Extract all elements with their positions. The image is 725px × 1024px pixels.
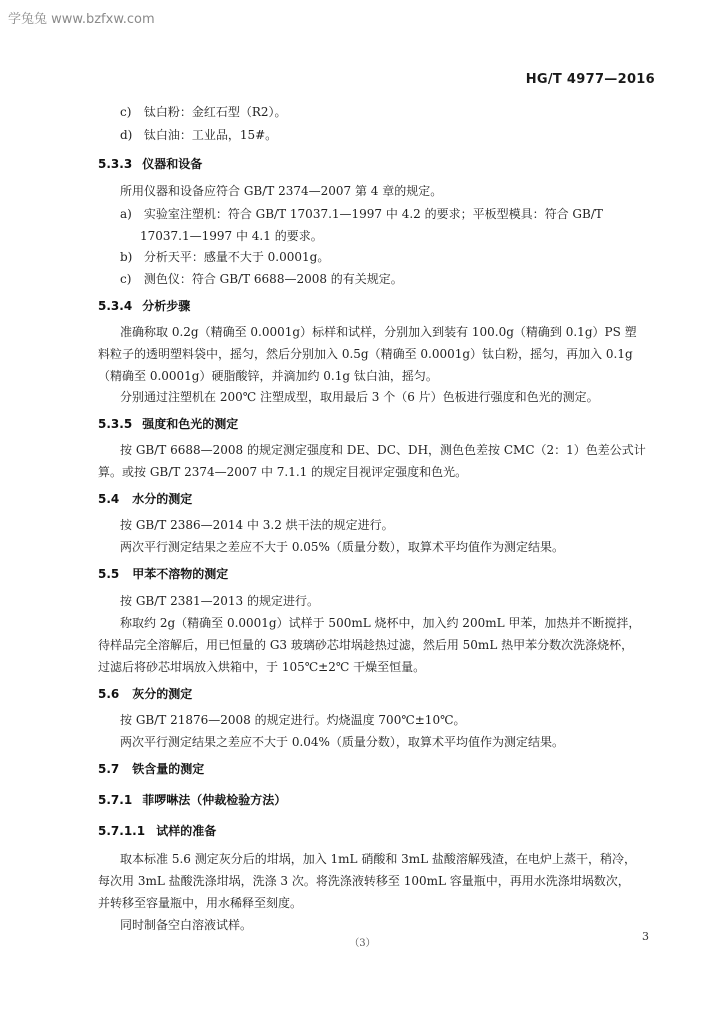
paragraph-line: 同时制备空白溶液试样。 <box>120 918 253 932</box>
section-title: 水分的测定 <box>132 492 193 506</box>
section-heading-5-7-1 <box>98 791 286 808</box>
list-item <box>120 270 403 287</box>
section-number: 5.4 <box>98 492 120 506</box>
section-heading-5-5 <box>98 565 228 582</box>
paragraph-line: 两次平行测定结果之差应不大于 0.04%（质量分数），取算术平均值作为测定结果。 <box>120 735 564 749</box>
paragraph-line: 两次平行测定结果之差应不大于 0.05%（质量分数），取算术平均值作为测定结果。 <box>120 540 564 554</box>
section-title: 铁含量的测定 <box>132 762 205 776</box>
section-number: 5.5 <box>98 567 120 581</box>
watermark: 学兔兔 www.bzfxw.com <box>8 12 155 27</box>
section-number: 5.7.1.1 <box>98 824 146 838</box>
section-title: 仪器和设备 <box>142 157 203 171</box>
paragraph-line: 按 GB/T 2381—2013 的规定进行。 <box>120 594 319 608</box>
paragraph-line: 按 GB/T 21876—2008 的规定进行。灼烧温度 700℃±10℃。 <box>120 713 466 727</box>
paragraph-line: 按 GB/T 6688—2008 的规定测定强度和 DE、DC、DH，测色色差按 CMC（2：1）色差公式计 <box>120 443 646 457</box>
item-label: b) <box>120 250 133 264</box>
section-heading-5-3-5 <box>98 415 238 432</box>
item-continuation: 17037.1—1997 中 4.1 的要求。 <box>140 229 323 243</box>
list-item <box>120 126 277 143</box>
item-text: 钛白粉：金红石型（R2）。 <box>143 105 287 119</box>
paragraph-line: 按 GB/T 2386—2014 中 3.2 烘干法的规定进行。 <box>120 518 394 532</box>
item-label: a) <box>120 207 132 221</box>
section-heading-5-7 <box>98 760 204 777</box>
paragraph-line: 每次用 3mL 盐酸洗涤坩埚，洗涤 3 次。将洗涤液转移至 100mL 容量瓶中，再用水洗涤坩埚数次， <box>98 874 630 888</box>
section-number: 5.7.1 <box>98 793 133 807</box>
section-heading-5-4 <box>98 490 192 507</box>
paragraph-line: 过滤后将砂芯坩埚放入烘箱中，于 105℃±2℃ 干燥至恒量。 <box>98 660 426 674</box>
item-text: 钛白油：工业品，15#。 <box>143 128 278 142</box>
paragraph-line: 待样品完全溶解后，用已恒量的 G3 玻璃砂芯坩埚趁热过滤，然后用 50mL 热甲苯分数次洗涤烧杯， <box>98 638 634 652</box>
section-title: 菲啰啉法（仲裁检验方法） <box>142 793 287 807</box>
section-number: 5.3.5 <box>98 417 133 431</box>
standard-number: HG/T 4977—2016 <box>525 72 655 87</box>
section-heading-5-6 <box>98 685 192 702</box>
section-title: 试样的准备 <box>156 824 217 838</box>
list-item <box>120 103 287 120</box>
section-number: 5.3.3 <box>98 157 133 171</box>
section-number: 5.3.4 <box>98 299 133 313</box>
paragraph-line: 并转移至容量瓶中，用水稀释至刻度。 <box>98 896 303 910</box>
section-title: 分析步骤 <box>142 299 191 313</box>
item-text: 测色仪：符合 GB/T 6688—2008 的有关规定。 <box>143 272 403 286</box>
section-heading-5-3-3 <box>98 155 202 172</box>
paragraph-line: 准确称取 0.2g（精确至 0.0001g）标样和试样，分别加入到装有 100.0g（精确到 0.1g）PS 塑 <box>120 325 637 339</box>
footer-mark: （3） <box>349 938 376 949</box>
item-text: 实验室注塑机：符合 GB/T 17037.1—1997 中 4.2 的要求；平板型模具：符合 GB/T <box>143 207 603 221</box>
section-number: 5.6 <box>98 687 120 701</box>
paragraph-line: 料粒子的透明塑料袋中，摇匀，然后分别加入 0.5g（精确至 0.0001g）钛白粉，摇匀，再加入 0.1g <box>98 347 633 361</box>
item-label: d) <box>120 128 133 142</box>
paragraph-line: 取本标准 5.6 测定灰分后的坩埚，加入 1mL 硝酸和 3mL 盐酸溶解残渣，在电炉上蒸干，稍冷， <box>120 852 636 866</box>
page-number: 3 <box>642 930 649 943</box>
list-item <box>120 205 603 222</box>
paragraph-line: 算。或按 GB/T 2374—2007 中 7.1.1 的规定目视评定强度和色光。 <box>98 465 468 479</box>
item-text: 分析天平：感量不大于 0.0001g。 <box>143 250 330 264</box>
section-title: 甲苯不溶物的测定 <box>132 567 229 581</box>
item-label: c) <box>120 272 132 286</box>
section-heading-5-7-1-1 <box>98 822 216 839</box>
paragraph-line: 分别通过注塑机在 200℃ 注塑成型，取用最后 3 个（6 片）色板进行强度和色光的测定。 <box>120 390 599 404</box>
list-item <box>120 248 329 265</box>
section-number: 5.7 <box>98 762 120 776</box>
item-label: c) <box>120 105 132 119</box>
section-title: 强度和色光的测定 <box>142 417 239 431</box>
section-heading-5-3-4 <box>98 297 190 314</box>
paragraph-line: （精确至 0.0001g）硬脂酸锌，并滴加约 0.1g 钛白油，摇匀。 <box>98 369 438 383</box>
paragraph-line: 所用仪器和设备应符合 GB/T 2374—2007 第 4 章的规定。 <box>120 184 443 198</box>
section-title: 灰分的测定 <box>132 687 193 701</box>
paragraph-line: 称取约 2g（精确至 0.0001g）试样于 500mL 烧杯中，加入约 200mL 甲苯，加热并不断搅拌， <box>120 616 641 630</box>
